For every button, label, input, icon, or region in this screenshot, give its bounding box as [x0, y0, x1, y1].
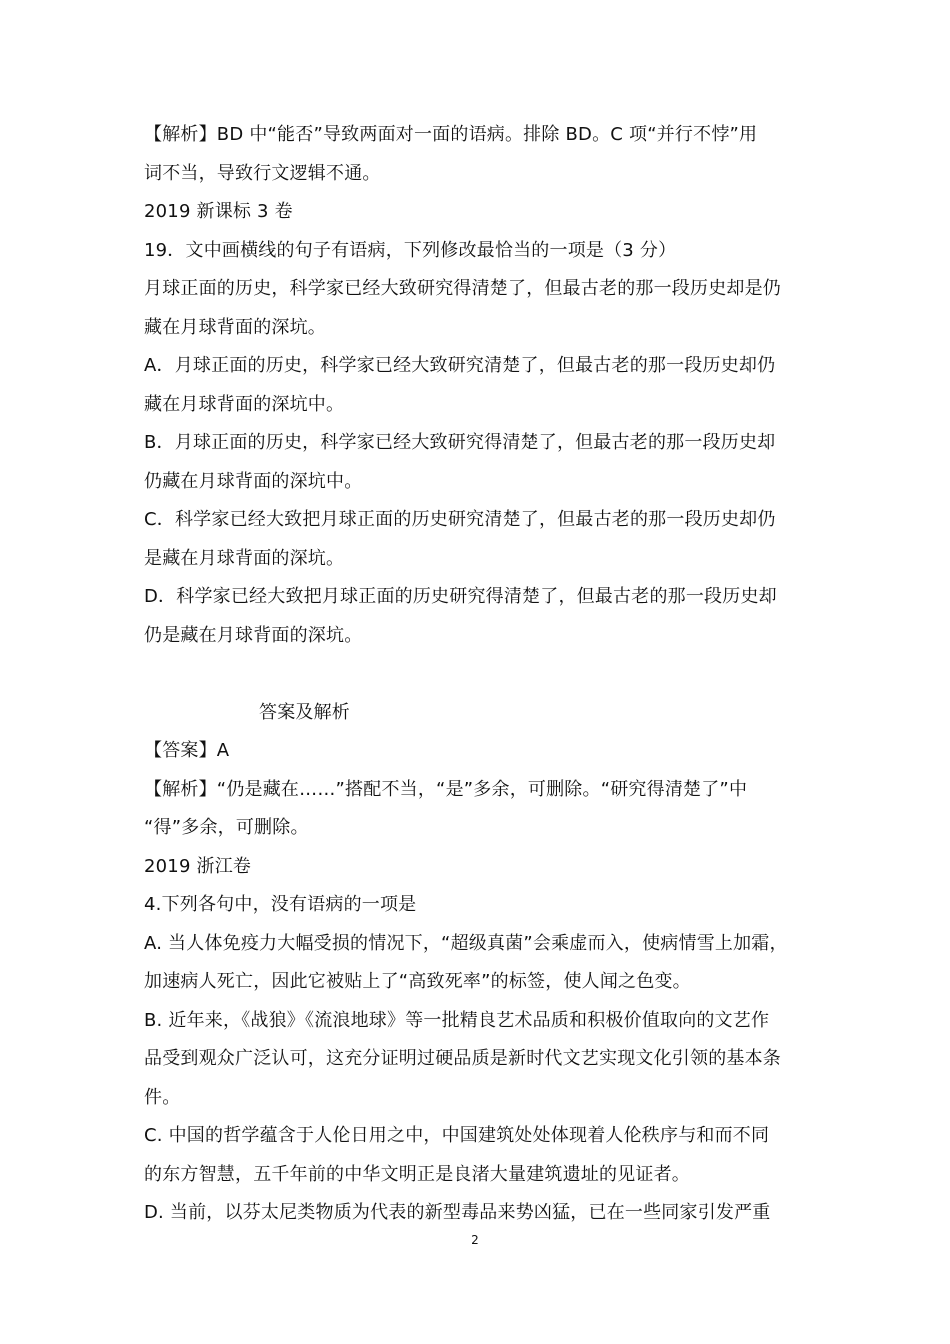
question-stem: 4.下列各句中，没有语病的一项是 [144, 894, 417, 915]
option-a-line: A. 当人体免疫力大幅受损的情况下，“超级真菌”会乘虚而入，使病情雪上加霜， [144, 932, 788, 954]
option-d-line: D．科学家已经大致把月球正面的历史研究得清楚了，但最古老的那一段历史却 [144, 586, 777, 607]
option-c-line: C. 中国的哲学蕴含于人伦日用之中，中国建筑处处体现着人伦秩序与和而不同 [144, 1125, 770, 1146]
option-b-line: 品受到观众广泛认可，这充分证明过硬品质是新时代文艺实现文化引领的基本条 [144, 1048, 781, 1069]
option-a-line: 藏在月球背面的深坑中。 [144, 393, 345, 415]
option-d-line: D. 当前，以芬太尼类物质为代表的新型毒品来势凶猛，已在一些同家引发严重 [144, 1202, 771, 1223]
option-b-line: 仍藏在月球背面的深坑中。 [144, 470, 363, 492]
option-a-line: 加速病人死亡，因此它被贴上了“高致死率”的标签，使人闻之色变。 [144, 971, 691, 992]
question-sentence-line: 月球正面的历史，科学家已经大致研究得清楚了，但最古老的那一段历史却是仍 [144, 278, 781, 299]
explanation-line: “得”多余，可删除。 [144, 817, 309, 838]
option-d-line: 仍是藏在月球背面的深坑。 [144, 624, 363, 646]
option-c-line: 是藏在月球背面的深坑。 [144, 547, 345, 569]
section-heading: 2019 浙江卷 [144, 855, 252, 877]
answer-line: 【答案】A [144, 740, 230, 761]
question-sentence-line: 藏在月球背面的深坑。 [144, 316, 326, 338]
section-heading: 2019 新课标 3 卷 [144, 201, 293, 222]
option-b-line: 件。 [144, 1086, 181, 1108]
answer-heading: 答案及解析 [259, 701, 350, 723]
blank-line [144, 655, 808, 694]
option-a-line: A．月球正面的历史，科学家已经大致研究清楚了，但最古老的那一段历史却仍 [144, 355, 776, 376]
document-body [144, 116, 808, 1233]
option-b-line: B. 近年来，《战狼》《流浪地球》等一批精良艺术品质和积极价值取向的文艺作 [144, 1009, 770, 1031]
option-b-line: B．月球正面的历史，科学家已经大致研究得清楚了，但最古老的那一段历史却 [144, 432, 776, 453]
analysis-paragraph-line: 词不当，导致行文逻辑不通。 [144, 162, 381, 184]
explanation-line: 【解析】“仍是藏在……”搭配不当，“是”多余，可删除。“研究得清楚了”中 [144, 778, 748, 800]
question-stem: 19．文中画横线的句子有语病，下列修改最恰当的一项是（3 分） [144, 239, 677, 261]
analysis-paragraph-line: 【解析】BD 中“能否”导致两面对一面的语病。排除 BD。C 项“并行不悖”用 [144, 124, 758, 145]
page-number: 2 [471, 1233, 479, 1247]
option-c-line: C．科学家已经大致把月球正面的历史研究清楚了，但最古老的那一段历史却仍 [144, 509, 776, 530]
option-c-line: 的东方智慧，五千年前的中华文明正是良渚大量建筑遗址的见证者。 [144, 1163, 690, 1185]
